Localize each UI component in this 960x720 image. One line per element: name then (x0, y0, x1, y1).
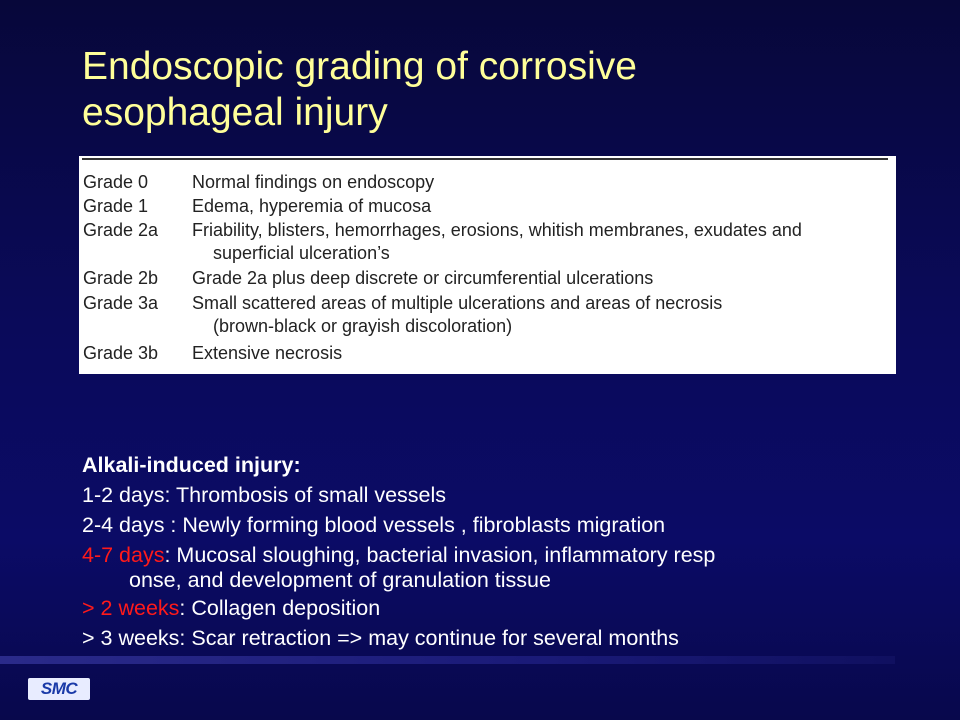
alkali-injury-section (82, 450, 902, 653)
slide-title (82, 44, 902, 136)
grade-label: Grade 3a (83, 293, 159, 313)
grade-description: Grade 2a plus deep discrete or circumferential ulcerations (192, 268, 654, 288)
table-top-rule (82, 158, 888, 160)
grade-description: Extensive necrosis (192, 343, 343, 363)
grade-description-line-1: Friability, blisters, hemorrhages, erosions, whitish membranes, exudates and (192, 220, 802, 240)
grade-description-line-2: (brown-black or grayish discoloration) (213, 316, 513, 336)
highlight-period: 4-7 days (82, 543, 165, 567)
grade-label: Grade 2a (83, 220, 159, 240)
grade-description-line-1: Small scattered areas of multiple ulcerations and areas of necrosis (192, 293, 723, 313)
grading-table (79, 156, 896, 374)
timeline-text: : Collagen deposition (179, 596, 381, 620)
grade-description-line-2: superficial ulceration’s (213, 243, 390, 263)
footer-bar (0, 656, 895, 664)
timeline-item: 2-4 days : Newly forming blood vessels , fibroblasts migration (82, 513, 666, 537)
grade-description (192, 219, 892, 265)
grade-description: Edema, hyperemia of mucosa (192, 196, 432, 216)
smc-logo (28, 678, 90, 700)
timeline-item (82, 540, 902, 593)
highlight-period: > 2 weeks (82, 596, 180, 620)
grade-label: Grade 2b (83, 268, 159, 288)
timeline-item (82, 593, 902, 623)
timeline-text: : Mucosal sloughing, bacterial invasion, inflammatory resp (164, 543, 716, 567)
grade-label: Grade 0 (83, 172, 149, 192)
timeline-item: 1-2 days: Thrombosis of small vessels (82, 483, 447, 507)
grade-description: Normal findings on endoscopy (192, 172, 435, 192)
logo-text: SMC (40, 679, 78, 698)
grade-label: Grade 1 (83, 196, 149, 216)
slide-title-line-1: Endoscopic grading of corrosive (82, 45, 637, 88)
grade-description (192, 292, 892, 338)
timeline-text-continuation: onse, and development of granulation tissue (129, 568, 551, 592)
slide-title-line-2: esophageal injury (82, 91, 388, 134)
timeline-item: > 3 weeks: Scar retraction => may continue for several months (82, 626, 679, 650)
alkali-heading: Alkali-induced injury: (82, 453, 301, 477)
grade-label: Grade 3b (83, 343, 159, 363)
